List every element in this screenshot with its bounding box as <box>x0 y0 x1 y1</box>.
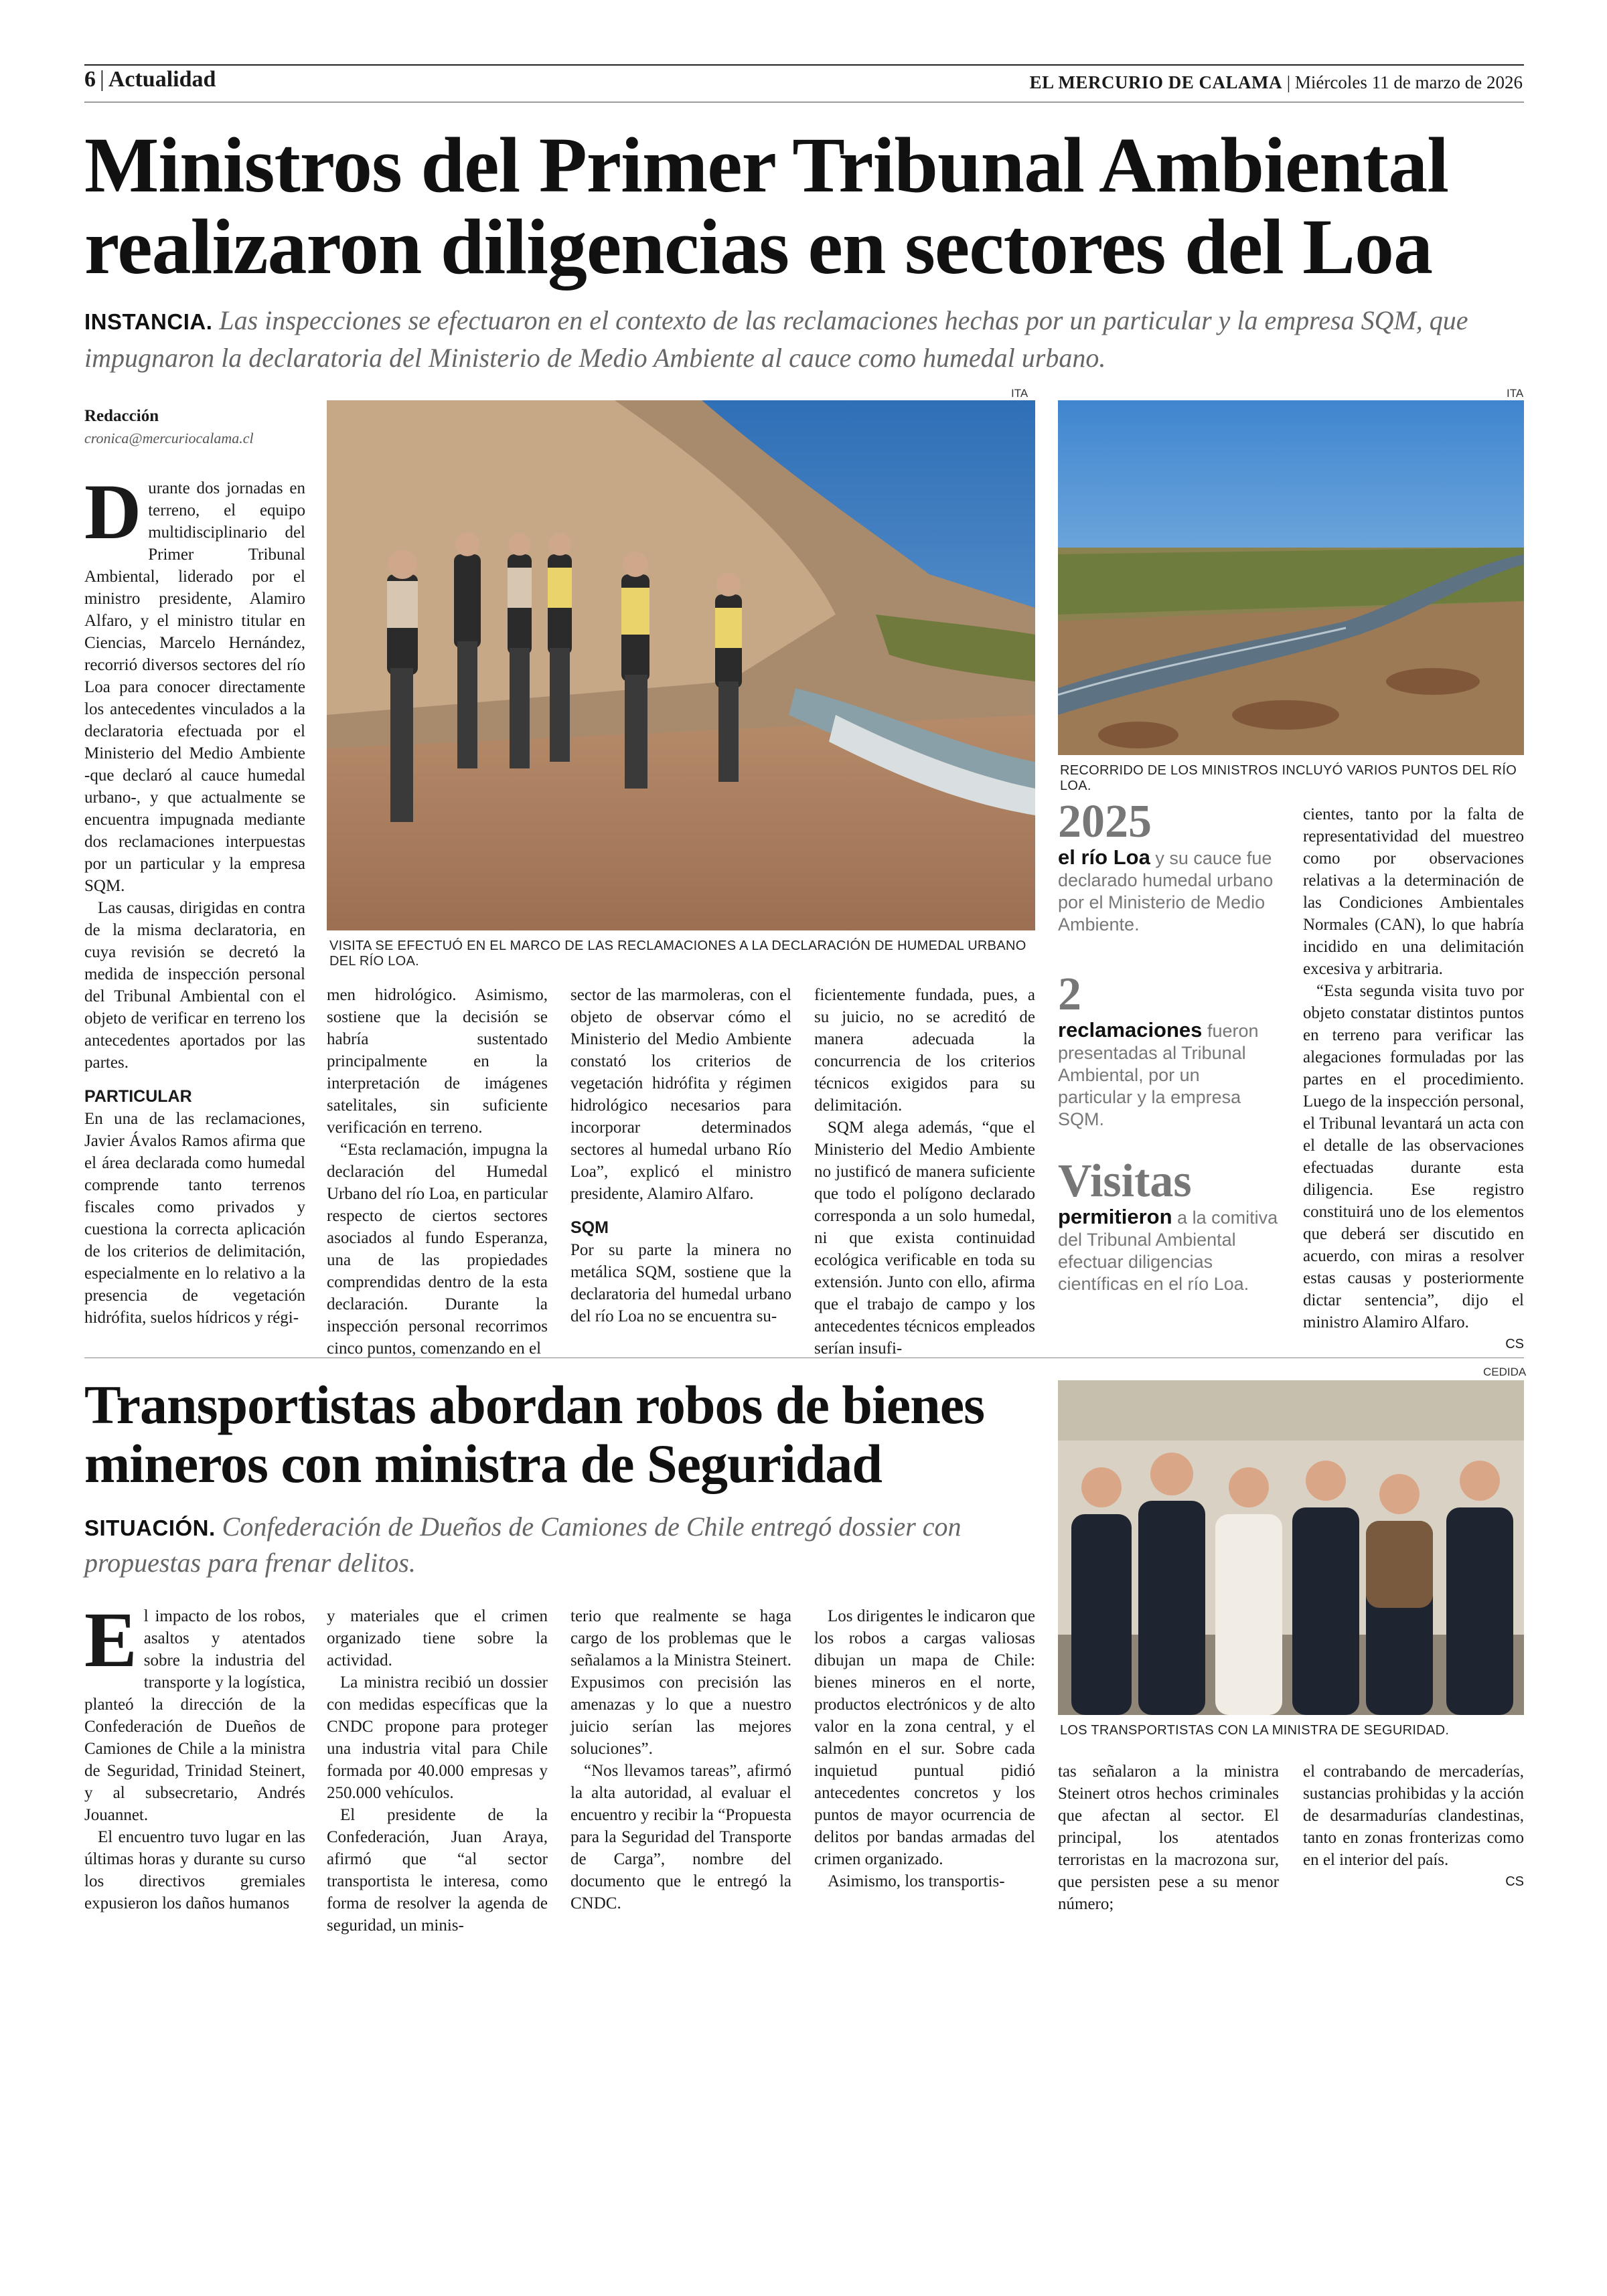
story2-paragraph: El presidente de la Confederación, Juan Araya, afirmó que “al sector transportista le interesa, como forma de resolver la agenda de seguridad, un minis- <box>327 1806 548 1935</box>
photo2-caption: RECORRIDO DE LOS MINISTROS INCLUYÓ VARIOS PUNTOS DEL RÍO LOA. <box>1060 763 1517 793</box>
story2-paragraph: y materiales que el crimen organizado tiene sobre la actividad. <box>327 1607 548 1669</box>
story1-column-4 <box>814 984 1035 1360</box>
story1-paragraph: ficientemente fundada, pues, a su juicio, no se acreditó de manera adecuada la concurrencia de los criterios técnicos exigidos para su delimitación. <box>814 986 1035 1115</box>
story1-text: urante dos jornadas en terreno, el equipo multidisciplinario del Primer Tribunal Ambiental, liderado por el ministro presidente, Alamiro Alfaro, y el ministro titular en Ciencias, Marcelo Hernández, recorrió diversos sectores del río Loa para conocer directamente los antecedentes vinculados a la declaratoria efectuada por el Ministerio del Medio Ambiente -que declaró al cauce humedal urbano-, y que actualmente se encuentra impugnada mediante dos reclamaciones interpuestas por un particular y la empresa SQM. <box>84 479 305 895</box>
issue-date: Miércoles 11 de marzo de 2026 <box>1294 72 1523 92</box>
story1-paragraph: cientes, tanto por la falta de representatividad del muestreo como por observaciones relativas a la determinación de las Condiciones Ambientales Normales (CAN), lo que habría incidido en una delimitación excesiva y arbitraria. <box>1303 805 1524 978</box>
stat-number: Visitas <box>1058 1155 1192 1207</box>
header-top-rule <box>84 64 1524 66</box>
story2-column-6 <box>1303 1760 1524 1893</box>
byline: Redacción <box>84 407 159 425</box>
story1-paragraph: Las causas, dirigidas en contra de la misma declaratoria, en cuya revisión se decretó la medida de inspección personal del Tribunal Ambiental con el objeto de verificar en terreno los antecedentes aportados por las partes. <box>84 899 305 1072</box>
photo-rio-loa <box>1058 400 1524 755</box>
stat-desc: fueron presentadas al Tribunal Ambiental, por un particular y la empresa SQM. <box>1058 1021 1259 1129</box>
story2-paragraph: el contrabando de mercaderías, sustancias prohibidas y la acción de desarmadurías clandestinas, tanto en zonas fronterizas como en el interior del país. <box>1303 1762 1524 1869</box>
story1-column-1 <box>84 405 305 1329</box>
stat-label: el río Loa <box>1058 845 1150 869</box>
story1-paragraph: Por su parte la minera no metálica SQM, sostiene que la declaratoria del humedal urbano del río Loa no se encuentra su- <box>570 1241 791 1325</box>
story2-lede <box>84 1509 1049 1580</box>
stat-desc: a la comitiva del Tribunal Ambiental efectuar diligencias científicas en el río Loa. <box>1058 1208 1278 1294</box>
story2-paragraph: terio que realmente se haga cargo de los problemas que le señalamos a la Ministra Steinert. Expusimos con precisión las amenazas y lo que a nuestro juicio serían las mejores soluciones”. <box>570 1607 791 1758</box>
story1-headline <box>84 121 1524 291</box>
photo-illustration <box>1058 1380 1524 1715</box>
end-mark: CS <box>1505 1337 1524 1351</box>
stat-desc: y su cauce fue declarado humedal urbano por el Ministerio de Medio Ambiente. <box>1058 848 1274 934</box>
story1-column-6 <box>1303 803 1524 1356</box>
subhead-particular: PARTICULAR <box>84 1087 192 1106</box>
story2-paragraph: El encuentro tuvo lugar en las últimas horas y durante su curso los directivos gremiales expusieron los daños humanos <box>84 1828 305 1912</box>
story2-headline-line1: Transportistas abordan robos de bienes <box>84 1374 985 1435</box>
story2-column-3 <box>570 1605 791 1914</box>
section-name: Actualidad <box>108 67 216 92</box>
photo-transportistas-ministra <box>1058 1380 1524 1715</box>
story1-kicker: INSTANCIA. <box>84 309 213 334</box>
masthead-info <box>1030 72 1523 93</box>
story1-lede-text: Las inspecciones se efectuaron en el contexto de las reclamaciones hechas por un particular y la empresa SQM, que impugnaron la declaratoria del Ministerio de Medio Ambiente al cauce como humedal urbano. <box>84 305 1468 373</box>
photo1-credit: ITA <box>1011 387 1028 400</box>
byline-email: cronica@mercuriocalama.cl <box>84 430 254 446</box>
stat-label: permitieron <box>1058 1205 1172 1228</box>
photo-illustration <box>1058 400 1524 755</box>
photo3-caption: LOS TRANSPORTISTAS CON LA MINISTRA DE SEGURIDAD. <box>1060 1723 1450 1738</box>
story1-headline-line2: realizaron diligencias en sectores del Loa <box>84 203 1432 291</box>
story2-paragraph: “Nos llevamos tareas”, afirmó la alta autoridad, al evaluar el encuentro y recibir la “Propuesta para la Seguridad del Transporte de Carga”, nombre del documento que le entregó la CNDC. <box>570 1762 791 1912</box>
story2-paragraph <box>84 1596 305 1826</box>
story1-paragraph: En una de las reclamaciones, Javier Ávalos Ramos afirma que el área declarada como humedal comprende tanto terrenos fiscales como privados y cuestiona la correcta aplicación de los criterios de delimitación, especialmente en lo relativo a la presencia de vegetación hidrófita, suelos hídricos y régi- <box>84 1110 305 1327</box>
story2-column-4 <box>814 1605 1035 1892</box>
end-mark: CS <box>1505 1874 1524 1889</box>
story2-paragraph: Los dirigentes le indicaron que los robos a cargas valiosas dibujan un mapa de Chile: bienes mineros en el norte, productos electrónicos y de alto valor en la zona central, y el salmón en el sur. Sobre cada inquietud puntual pidió antecedentes concretos y los puntos de mayor ocurrencia de delitos por bandas armadas del crimen organizado. <box>814 1607 1035 1868</box>
story1-paragraph: “Esta segunda visita tuvo por objeto constatar distintos puntos en terreno para verificar las alegaciones formuladas por las partes en el procedimiento. Luego de la inspección personal, el Tribunal levantará un acta con el detalle de las observaciones efectuadas durante esta diligencia. Ese registro constituirá uno de los elementos que deberá ser discutido en acuerdo, con miras a resolver estas causas y posteriormente dictar sentencia”, dijo el ministro Alamiro Alfaro. <box>1303 982 1524 1331</box>
story1-column-3 <box>570 984 791 1327</box>
photo3-credit: CEDIDA <box>1483 1366 1527 1378</box>
section-header <box>84 67 216 92</box>
story2-paragraph: tas señalaron a la ministra Steinert otros hechos criminales que afectan al sector. El principal, los atentados terroristas en la macrozona sur, que persisten pese a su menor número; <box>1058 1762 1279 1913</box>
story2-text: l impacto de los robos, asaltos y atentados sobre la industria del transporte y la logística, planteó la dirección de la Confederación de Dueños de Camiones de Chile a la ministra de Seguridad, Trinidad Steinert, y al subsecretario, Andrés Jouannet. <box>84 1607 305 1824</box>
story1-paragraph <box>84 468 305 897</box>
story1-lede <box>84 303 1490 376</box>
story2-kicker: SITUACIÓN. <box>84 1515 216 1540</box>
stat-text <box>1058 846 1279 936</box>
dropcap: E <box>84 1596 137 1684</box>
story2-column-1 <box>84 1596 305 1914</box>
stat-label: reclamaciones <box>1058 1018 1203 1042</box>
story1-column-2 <box>327 984 548 1360</box>
story2-paragraph: La ministra recibió un dossier con medidas específicas que la CNDC propone para proteger una industria vital para Chile formada por 40.000 empresas y 250.000 vehículos. <box>327 1673 548 1802</box>
page-number: 6 <box>84 67 96 92</box>
photo2-credit: ITA <box>1507 387 1524 400</box>
stat-text <box>1058 1019 1279 1131</box>
header-separator: | <box>1286 72 1295 92</box>
stat-number: 2 <box>1058 969 1081 1020</box>
header-separator: | <box>100 67 104 92</box>
stat-text <box>1058 1206 1279 1295</box>
photo1-caption: VISITA SE EFECTUÓ EN EL MARCO DE LAS RECLAMACIONES A LA DECLARACIÓN DE HUMEDAL URBANO DEL RÍO LOA. <box>329 938 1026 969</box>
subhead-sqm: SQM <box>570 1218 609 1237</box>
story2-headline <box>84 1376 1062 1493</box>
story1-paragraph: sector de las marmoleras, con el objeto de observar cómo el Ministerio del Medio Ambiente constató los criterios de vegetación hidrófita y régimen hidrológico necesarios para incorporar determinados sectores al humedal urbano Río Loa”, explicó el ministro presidente, Alamiro Alfaro. <box>570 986 791 1203</box>
stat-number: 2025 <box>1058 796 1152 847</box>
story2-paragraph: Asimismo, los transportis- <box>828 1872 1005 1890</box>
photo-ministers-inspection <box>327 400 1035 930</box>
story1-paragraph: men hidrológico. Asimismo, sostiene que la decisión se habría sustentado principalmente en la interpretación de imágenes satelitales, sin suficiente verificación en terreno. <box>327 986 548 1137</box>
photo-illustration <box>327 400 1035 930</box>
newspaper-name: EL MERCURIO DE CALAMA <box>1029 72 1282 92</box>
story2-lede-text: Confederación de Dueños de Camiones de Chile entregó dossier con propuestas para frenar delitos. <box>84 1511 962 1578</box>
story1-paragraph: SQM alega además, “que el Ministerio del Medio Ambiente no justificó de manera suficiente que todo el polígono declarado corresponda a un solo humedal, ni que exista continuidad ecológica verificable en toda su extensión. Junto con ello, afirma que el trabajo de campo y los antecedentes técnicos empleados serían insufi- <box>814 1119 1035 1358</box>
story2-headline-line2: mineros con ministra de Seguridad <box>84 1433 882 1494</box>
stats-box <box>1058 798 1279 1295</box>
story1-headline-line1: Ministros del Primer Tribunal Ambiental <box>84 121 1449 209</box>
dropcap: D <box>84 468 142 556</box>
story2-column-5 <box>1058 1760 1279 1915</box>
story1-paragraph: “Esta reclamación, impugna la declaración del Humedal Urbano del río Loa, en particular respecto de ciertos sectores asociados al fundo Esperanza, una de las propiedades comprendidas dentro de la esta declaración. Durante la inspección personal recorrimos cinco puntos, comenzando en el <box>327 1141 548 1358</box>
story2-column-2 <box>327 1605 548 1937</box>
